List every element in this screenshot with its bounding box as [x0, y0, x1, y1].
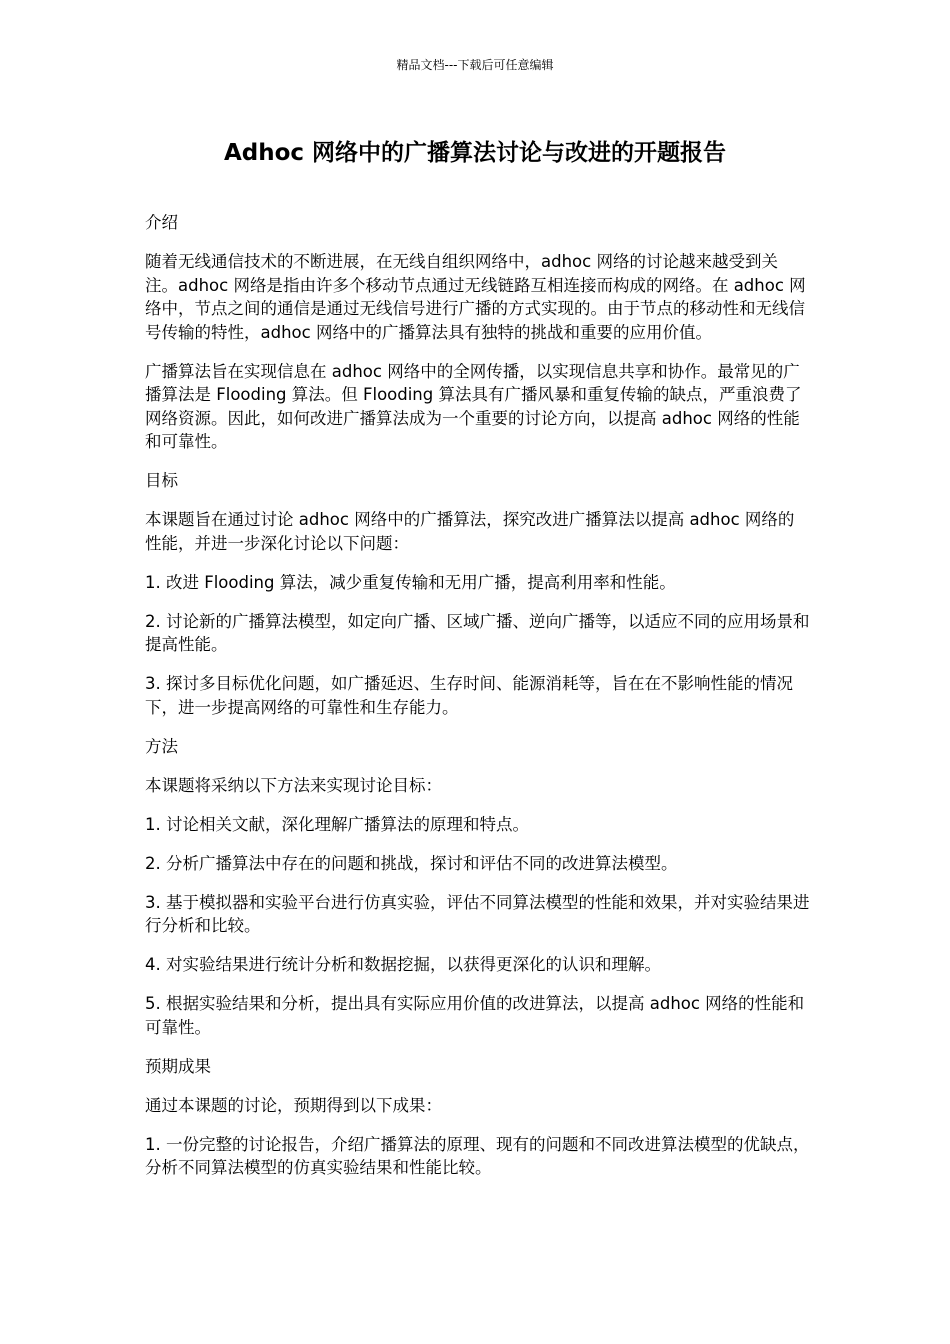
list-item: 1. 一份完整的讨论报告，介绍广播算法的原理、现有的问题和不同改进算法模型的优缺点，分析不同算法模型的仿真实验结果和性能比较。 [145, 1134, 810, 1177]
list-item: 3. 探讨多目标优化问题，如广播延迟、生存时间、能源消耗等，旨在在不影响性能的情况下，进一步提高网络的可靠性和生存能力。 [145, 674, 793, 717]
document-body [145, 211, 810, 1195]
list-item: 1. 讨论相关文献，深化理解广播算法的原理和特点。 [145, 814, 529, 834]
section-heading-methods: 方法 [145, 736, 178, 756]
document-title: Adhoc 网络中的广播算法讨论与改进的开题报告 [223, 140, 727, 166]
page-header: 精品文档---下载后可任意编辑 [396, 58, 554, 72]
list-item: 5. 根据实验结果和分析，提出具有实际应用价值的改进算法，以提高 adhoc 网络的性能和可靠性。 [145, 994, 805, 1037]
paragraph: 本课题旨在通过讨论 adhoc 网络中的广播算法，探究改进广播算法以提高 adhoc 网络的性能，并进一步深化讨论以下问题： [145, 510, 795, 553]
list-item: 2. 讨论新的广播算法模型，如定向广播、区域广播、逆向广播等，以适应不同的应用场景和提高性能。 [145, 611, 810, 654]
section-heading-expected-results: 预期成果 [145, 1056, 211, 1076]
paragraph: 通过本课题的讨论，预期得到以下成果： [145, 1095, 442, 1115]
list-item: 1. 改进 Flooding 算法，减少重复传输和无用广播，提高利用率和性能。 [145, 572, 676, 592]
paragraph: 随着无线通信技术的不断进展，在无线自组织网络中，adhoc 网络的讨论越来越受到关注。adhoc 网络是指由许多个移动节点通过无线链路互相连接而构成的网络。在 adhoc 网络中，节点之间的通信是通过无线信号进行广播的方式实现的。由于节点的移动性和无线信号传输的特性，adhoc 网络中的广播算法具有独特的挑战和重要的应用价值。 [145, 252, 806, 342]
list-item: 3. 基于模拟器和实验平台进行仿真实验，评估不同算法模型的性能和效果，并对实验结果进行分析和比较。 [145, 892, 810, 935]
section-heading-goals: 目标 [145, 471, 178, 490]
list-item: 2. 分析广播算法中存在的问题和挑战，探讨和评估不同的改进算法模型。 [145, 853, 678, 873]
paragraph: 广播算法旨在实现信息在 adhoc 网络中的全网传播，以实现信息共享和协作。最常见的广播算法是 Flooding 算法。但 Flooding 算法具有广播风暴和重复传输的缺点，严重浪费了网络资源。因此，如何改进广播算法成为一个重要的讨论方向，以提高 adhoc 网络的性能和可靠性。 [145, 361, 802, 451]
section-heading-intro: 介绍 [145, 213, 178, 232]
list-item: 4. 对实验结果进行统计分析和数据挖掘，以获得更深化的认识和理解。 [145, 955, 661, 974]
paragraph: 本课题将采纳以下方法来实现讨论目标： [145, 775, 442, 795]
